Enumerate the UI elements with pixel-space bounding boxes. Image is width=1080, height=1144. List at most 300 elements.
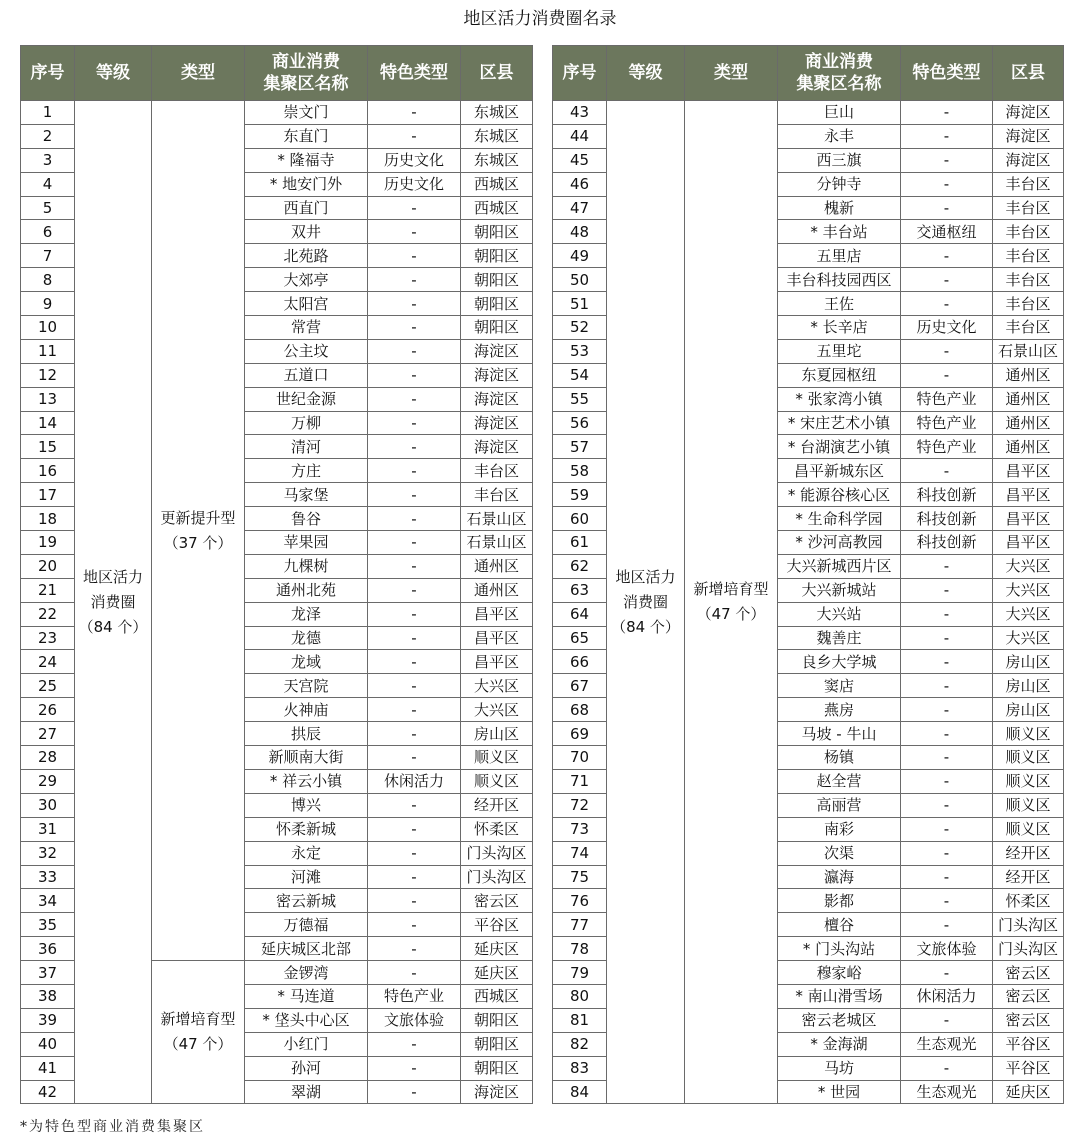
- row-name: 高丽营: [778, 793, 901, 817]
- row-district: 房山区: [993, 698, 1064, 722]
- row-index: 42: [21, 1080, 75, 1104]
- row-feature: -: [901, 841, 993, 865]
- row-district: 大兴区: [993, 554, 1064, 578]
- row-feature: -: [368, 602, 461, 626]
- row-district: 门头沟区: [993, 937, 1064, 961]
- row-name: * 丰台站: [778, 220, 901, 244]
- row-index: 10: [21, 316, 75, 340]
- row-index: 50: [553, 268, 607, 292]
- row-district: 石景山区: [461, 507, 533, 531]
- row-district: 西城区: [461, 984, 533, 1008]
- row-district: 平谷区: [461, 913, 533, 937]
- row-feature: -: [901, 124, 993, 148]
- row-feature: -: [901, 101, 993, 125]
- row-name: 赵全营: [778, 769, 901, 793]
- row-index: 72: [553, 793, 607, 817]
- row-index: 47: [553, 196, 607, 220]
- row-index: 62: [553, 554, 607, 578]
- row-index: 6: [21, 220, 75, 244]
- row-feature: -: [368, 507, 461, 531]
- row-name: 龙德: [245, 626, 368, 650]
- row-feature: 科技创新: [901, 507, 993, 531]
- row-index: 31: [21, 817, 75, 841]
- row-index: 19: [21, 531, 75, 555]
- row-district: 西城区: [461, 172, 533, 196]
- row-index: 67: [553, 674, 607, 698]
- row-index: 44: [553, 124, 607, 148]
- row-feature: -: [901, 578, 993, 602]
- row-name: 五里店: [778, 244, 901, 268]
- row-index: 15: [21, 435, 75, 459]
- row-name: 密云新城: [245, 889, 368, 913]
- row-index: 66: [553, 650, 607, 674]
- row-name: * 地安门外: [245, 172, 368, 196]
- row-district: 海淀区: [461, 435, 533, 459]
- row-district: 密云区: [461, 889, 533, 913]
- row-district: 顺义区: [993, 769, 1064, 793]
- row-feature: -: [901, 292, 993, 316]
- row-district: 丰台区: [993, 196, 1064, 220]
- row-district: 昌平区: [993, 459, 1064, 483]
- row-district: 房山区: [461, 722, 533, 746]
- row-index: 32: [21, 841, 75, 865]
- row-name: 翠湖: [245, 1080, 368, 1104]
- level-cell-line: （84 个）: [611, 617, 680, 636]
- row-district: 朝阳区: [461, 1008, 533, 1032]
- row-index: 63: [553, 578, 607, 602]
- row-index: 35: [21, 913, 75, 937]
- row-index: 38: [21, 984, 75, 1008]
- row-district: 昌平区: [461, 626, 533, 650]
- row-district: 朝阳区: [461, 220, 533, 244]
- row-district: 延庆区: [993, 1080, 1064, 1104]
- row-index: 8: [21, 268, 75, 292]
- row-index: 56: [553, 411, 607, 435]
- row-district: 海淀区: [993, 148, 1064, 172]
- row-name: 天宫院: [245, 674, 368, 698]
- row-name: * 沙河高教园: [778, 531, 901, 555]
- row-name: 九棵树: [245, 554, 368, 578]
- row-feature: -: [368, 578, 461, 602]
- table-row: [553, 101, 1064, 125]
- row-district: 密云区: [993, 1008, 1064, 1032]
- row-name: 马坡 - 牛山: [778, 722, 901, 746]
- row-feature: 特色产业: [901, 411, 993, 435]
- row-name: 博兴: [245, 793, 368, 817]
- row-name: * 台湖演艺小镇: [778, 435, 901, 459]
- row-feature: -: [368, 1056, 461, 1080]
- row-district: 朝阳区: [461, 292, 533, 316]
- row-name: 南彩: [778, 817, 901, 841]
- row-name: * 长辛店: [778, 316, 901, 340]
- row-district: 海淀区: [461, 387, 533, 411]
- row-feature: -: [901, 268, 993, 292]
- row-feature: 特色产业: [901, 387, 993, 411]
- row-name: 火神庙: [245, 698, 368, 722]
- row-feature: -: [368, 124, 461, 148]
- row-name: 永丰: [778, 124, 901, 148]
- row-name: * 垡头中心区: [245, 1008, 368, 1032]
- row-index: 1: [21, 101, 75, 125]
- row-index: 16: [21, 459, 75, 483]
- header-feature: 特色类型: [901, 46, 993, 101]
- row-index: 27: [21, 722, 75, 746]
- row-index: 74: [553, 841, 607, 865]
- row-index: 69: [553, 722, 607, 746]
- row-index: 17: [21, 483, 75, 507]
- row-index: 54: [553, 363, 607, 387]
- row-feature: -: [368, 268, 461, 292]
- row-index: 64: [553, 602, 607, 626]
- header-type: 类型: [152, 46, 245, 101]
- row-feature: -: [901, 554, 993, 578]
- row-name: * 世园: [778, 1080, 901, 1104]
- row-feature: 生态观光: [901, 1032, 993, 1056]
- row-index: 12: [21, 363, 75, 387]
- row-feature: 文旅体验: [368, 1008, 461, 1032]
- row-district: 东城区: [461, 124, 533, 148]
- row-name: 永定: [245, 841, 368, 865]
- row-name: 龙域: [245, 650, 368, 674]
- row-index: 30: [21, 793, 75, 817]
- row-name: 东夏园枢纽: [778, 363, 901, 387]
- row-index: 82: [553, 1032, 607, 1056]
- row-name: 万柳: [245, 411, 368, 435]
- row-district: 大兴区: [993, 602, 1064, 626]
- row-district: 昌平区: [461, 602, 533, 626]
- row-feature: -: [901, 865, 993, 889]
- level-cell-line: 消费圈: [90, 592, 136, 611]
- row-feature: 特色产业: [901, 435, 993, 459]
- row-feature: -: [901, 674, 993, 698]
- row-name: * 宋庄艺术小镇: [778, 411, 901, 435]
- row-index: 3: [21, 148, 75, 172]
- row-district: 朝阳区: [461, 268, 533, 292]
- row-index: 45: [553, 148, 607, 172]
- type-cell-new-line: （47 个）: [163, 1035, 233, 1054]
- row-district: 怀柔区: [993, 889, 1064, 913]
- row-feature: -: [901, 793, 993, 817]
- row-feature: -: [368, 411, 461, 435]
- row-feature: -: [368, 746, 461, 770]
- row-index: 84: [553, 1080, 607, 1104]
- row-feature: -: [901, 1056, 993, 1080]
- header-name-line-1: 商业消费: [805, 52, 873, 72]
- row-feature: -: [368, 363, 461, 387]
- row-feature: -: [368, 674, 461, 698]
- row-index: 34: [21, 889, 75, 913]
- type-cell-update: [152, 101, 245, 961]
- row-index: 4: [21, 172, 75, 196]
- row-district: 朝阳区: [461, 1032, 533, 1056]
- row-index: 81: [553, 1008, 607, 1032]
- row-feature: -: [368, 626, 461, 650]
- row-index: 73: [553, 817, 607, 841]
- row-name: 大郊亭: [245, 268, 368, 292]
- row-name: 魏善庄: [778, 626, 901, 650]
- row-name: * 马连道: [245, 984, 368, 1008]
- row-index: 61: [553, 531, 607, 555]
- row-name: 东直门: [245, 124, 368, 148]
- row-feature: -: [901, 339, 993, 363]
- row-district: 海淀区: [993, 101, 1064, 125]
- row-district: 通州区: [993, 387, 1064, 411]
- row-feature: -: [901, 196, 993, 220]
- row-index: 76: [553, 889, 607, 913]
- row-feature: -: [368, 531, 461, 555]
- header-feature: 特色类型: [368, 46, 461, 101]
- row-index: 83: [553, 1056, 607, 1080]
- row-district: 顺义区: [993, 722, 1064, 746]
- row-feature: 历史文化: [368, 148, 461, 172]
- row-district: 顺义区: [993, 817, 1064, 841]
- row-district: 大兴区: [461, 674, 533, 698]
- row-district: 门头沟区: [461, 841, 533, 865]
- type-cell-new-line: （47 个）: [696, 605, 766, 624]
- row-index: 14: [21, 411, 75, 435]
- row-district: 西城区: [461, 196, 533, 220]
- row-name: 世纪金源: [245, 387, 368, 411]
- row-name: 通州北苑: [245, 578, 368, 602]
- row-district: 丰台区: [993, 172, 1064, 196]
- row-name: 西直门: [245, 196, 368, 220]
- row-district: 石景山区: [993, 339, 1064, 363]
- row-name: 昌平新城东区: [778, 459, 901, 483]
- row-index: 7: [21, 244, 75, 268]
- row-name: 双井: [245, 220, 368, 244]
- row-feature: 历史文化: [368, 172, 461, 196]
- row-name: 五道口: [245, 363, 368, 387]
- row-feature: 文旅体验: [901, 937, 993, 961]
- row-district: 通州区: [461, 578, 533, 602]
- row-name: 孙河: [245, 1056, 368, 1080]
- page-title: 地区活力消费圈名录: [463, 9, 617, 29]
- row-index: 68: [553, 698, 607, 722]
- row-district: 怀柔区: [461, 817, 533, 841]
- row-feature: -: [368, 793, 461, 817]
- row-index: 18: [21, 507, 75, 531]
- row-feature: -: [901, 722, 993, 746]
- row-index: 41: [21, 1056, 75, 1080]
- row-name: 瀛海: [778, 865, 901, 889]
- row-index: 43: [553, 101, 607, 125]
- level-cell-line: 地区活力: [82, 567, 143, 586]
- row-name: 影都: [778, 889, 901, 913]
- row-name: 王佐: [778, 292, 901, 316]
- row-feature: 科技创新: [901, 531, 993, 555]
- row-name: 穆家峪: [778, 961, 901, 985]
- row-feature: -: [368, 387, 461, 411]
- row-name: 次渠: [778, 841, 901, 865]
- row-index: 26: [21, 698, 75, 722]
- row-district: 密云区: [993, 984, 1064, 1008]
- row-feature: 生态观光: [901, 1080, 993, 1104]
- row-name: 密云老城区: [778, 1008, 901, 1032]
- row-district: 昌平区: [993, 483, 1064, 507]
- row-name: 良乡大学城: [778, 650, 901, 674]
- row-feature: -: [368, 435, 461, 459]
- row-name: 檀谷: [778, 913, 901, 937]
- table-header: [21, 46, 533, 101]
- row-name: 崇文门: [245, 101, 368, 125]
- row-district: 昌平区: [461, 650, 533, 674]
- row-name: 河滩: [245, 865, 368, 889]
- row-feature: -: [368, 1080, 461, 1104]
- row-district: 大兴区: [461, 698, 533, 722]
- row-feature: -: [368, 722, 461, 746]
- row-index: 23: [21, 626, 75, 650]
- row-index: 80: [553, 984, 607, 1008]
- row-index: 28: [21, 746, 75, 770]
- row-district: 顺义区: [461, 746, 533, 770]
- level-cell-line: 消费圈: [622, 592, 668, 611]
- row-name: * 生命科学园: [778, 507, 901, 531]
- row-feature: -: [901, 698, 993, 722]
- row-district: 东城区: [461, 101, 533, 125]
- row-feature: 休闲活力: [368, 769, 461, 793]
- row-feature: -: [368, 316, 461, 340]
- row-index: 29: [21, 769, 75, 793]
- row-feature: -: [368, 1032, 461, 1056]
- row-index: 58: [553, 459, 607, 483]
- row-district: 海淀区: [461, 411, 533, 435]
- type-cell-new-line: 新增培育型: [160, 1010, 236, 1029]
- row-name: 鲁谷: [245, 507, 368, 531]
- row-feature: -: [901, 148, 993, 172]
- row-district: 昌平区: [993, 531, 1064, 555]
- row-feature: -: [368, 339, 461, 363]
- row-name: 方庄: [245, 459, 368, 483]
- row-district: 门头沟区: [993, 913, 1064, 937]
- row-index: 25: [21, 674, 75, 698]
- row-feature: -: [901, 961, 993, 985]
- row-district: 东城区: [461, 148, 533, 172]
- row-name: * 门头沟站: [778, 937, 901, 961]
- header-level: 等级: [607, 46, 685, 101]
- row-index: 78: [553, 937, 607, 961]
- row-name: 北苑路: [245, 244, 368, 268]
- header-index: 序号: [21, 46, 75, 101]
- row-feature: -: [901, 769, 993, 793]
- row-index: 71: [553, 769, 607, 793]
- row-name: 槐新: [778, 196, 901, 220]
- header-name-line-1: 商业消费: [272, 52, 340, 72]
- type-cell-update-line: （37 个）: [163, 533, 233, 552]
- row-district: 房山区: [993, 650, 1064, 674]
- row-index: 5: [21, 196, 75, 220]
- row-name: 五里坨: [778, 339, 901, 363]
- row-district: 海淀区: [461, 1080, 533, 1104]
- row-district: 丰台区: [993, 220, 1064, 244]
- header-name: [245, 46, 368, 101]
- row-name: 巨山: [778, 101, 901, 125]
- row-district: 顺义区: [461, 769, 533, 793]
- row-district: 经开区: [993, 865, 1064, 889]
- row-index: 60: [553, 507, 607, 531]
- row-index: 9: [21, 292, 75, 316]
- row-district: 通州区: [993, 363, 1064, 387]
- row-name: 怀柔新城: [245, 817, 368, 841]
- level-cell-line: 地区活力: [615, 567, 676, 586]
- row-district: 丰台区: [993, 316, 1064, 340]
- row-index: 55: [553, 387, 607, 411]
- row-district: 门头沟区: [461, 865, 533, 889]
- row-feature: -: [368, 220, 461, 244]
- row-feature: -: [368, 913, 461, 937]
- row-name: 公主坟: [245, 339, 368, 363]
- row-index: 75: [553, 865, 607, 889]
- row-name: 分钟寺: [778, 172, 901, 196]
- row-name: 小红门: [245, 1032, 368, 1056]
- row-name: 新顺南大街: [245, 746, 368, 770]
- row-feature: -: [901, 889, 993, 913]
- level-cell: [75, 101, 152, 1104]
- row-district: 丰台区: [993, 292, 1064, 316]
- row-feature: -: [368, 292, 461, 316]
- row-feature: 特色产业: [368, 984, 461, 1008]
- row-district: 顺义区: [993, 746, 1064, 770]
- row-name: * 金海湖: [778, 1032, 901, 1056]
- row-district: 平谷区: [993, 1056, 1064, 1080]
- row-index: 2: [21, 124, 75, 148]
- row-name: 清河: [245, 435, 368, 459]
- row-index: 46: [553, 172, 607, 196]
- header-name-line-2: 集聚区名称: [263, 74, 349, 94]
- row-district: 通州区: [993, 411, 1064, 435]
- row-name: 龙泽: [245, 602, 368, 626]
- row-district: 延庆区: [461, 961, 533, 985]
- row-index: 36: [21, 937, 75, 961]
- row-district: 朝阳区: [461, 244, 533, 268]
- row-district: 石景山区: [461, 531, 533, 555]
- row-feature: -: [368, 650, 461, 674]
- row-district: 通州区: [993, 435, 1064, 459]
- row-district: 海淀区: [993, 124, 1064, 148]
- row-feature: -: [368, 841, 461, 865]
- row-feature: 科技创新: [901, 483, 993, 507]
- row-feature: -: [901, 172, 993, 196]
- row-index: 20: [21, 554, 75, 578]
- row-index: 57: [553, 435, 607, 459]
- row-district: 延庆区: [461, 937, 533, 961]
- type-cell-update-line: 更新提升型: [160, 508, 236, 527]
- row-feature: -: [901, 650, 993, 674]
- row-district: 海淀区: [461, 363, 533, 387]
- row-feature: -: [368, 244, 461, 268]
- row-name: 大兴站: [778, 602, 901, 626]
- row-name: 丰台科技园西区: [778, 268, 901, 292]
- row-name: 西三旗: [778, 148, 901, 172]
- row-district: 丰台区: [993, 244, 1064, 268]
- row-district: 丰台区: [461, 483, 533, 507]
- row-name: 杨镇: [778, 746, 901, 770]
- row-feature: -: [368, 937, 461, 961]
- row-feature: -: [901, 459, 993, 483]
- row-feature: -: [368, 961, 461, 985]
- row-index: 13: [21, 387, 75, 411]
- row-district: 昌平区: [993, 507, 1064, 531]
- row-feature: -: [368, 483, 461, 507]
- row-index: 65: [553, 626, 607, 650]
- row-feature: 休闲活力: [901, 984, 993, 1008]
- row-index: 70: [553, 746, 607, 770]
- header-district: 区县: [461, 46, 533, 101]
- row-feature: -: [368, 817, 461, 841]
- row-index: 59: [553, 483, 607, 507]
- row-name: 马家堡: [245, 483, 368, 507]
- row-name: 太阳宫: [245, 292, 368, 316]
- row-index: 24: [21, 650, 75, 674]
